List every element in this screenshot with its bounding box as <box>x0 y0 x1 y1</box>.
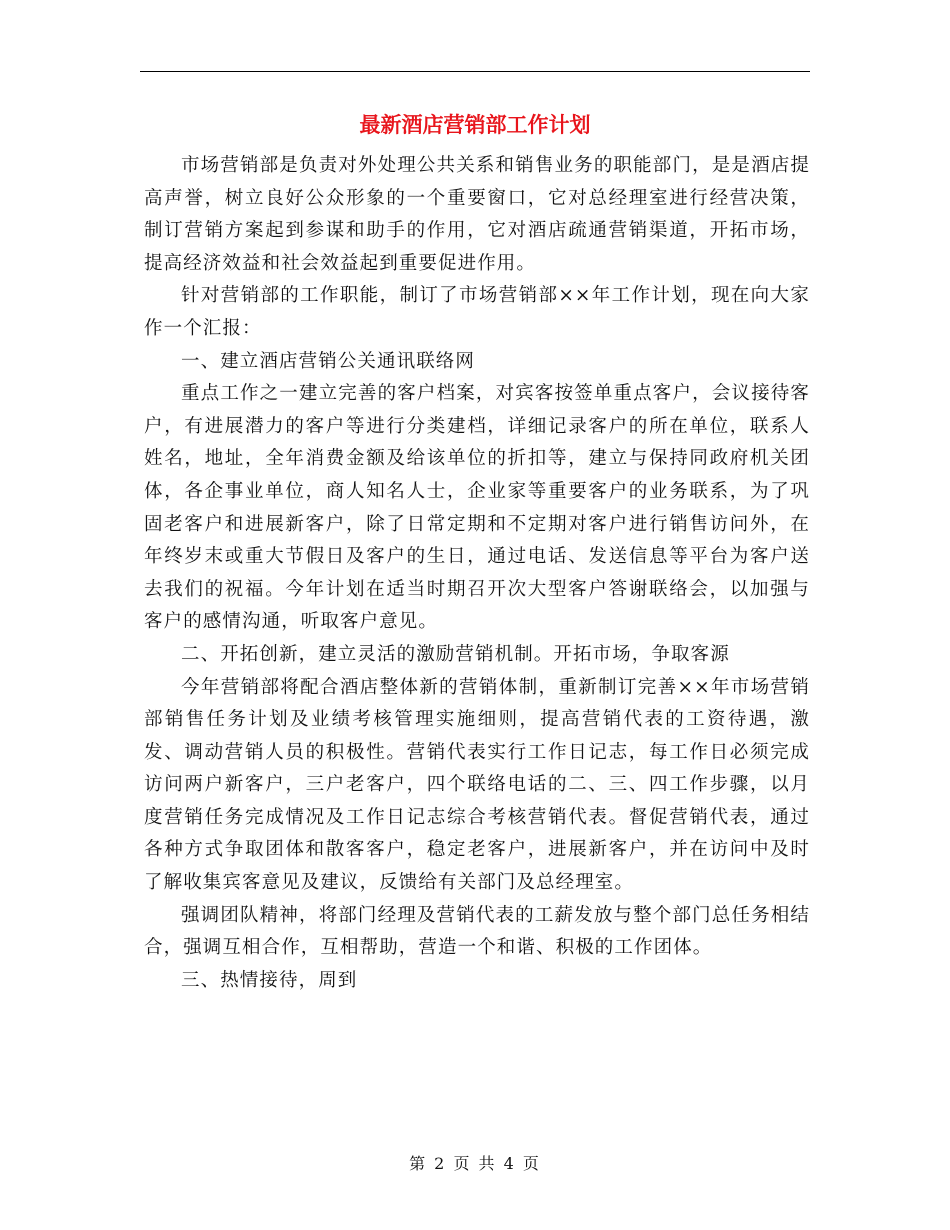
paragraph-section-1: 重点工作之一建立完善的客户档案，对宾客按签单重点客户，会议接待客户，有进展潜力的客户等进行分类建档，详细记录客户的所在单位，联系人姓名，地址，全年消费金额及给该单位的折扣等，建立与保持同政府机关团体，各企事业单位，商人知名人士，企业家等重要客户的业务联系，为了巩固老客户和进展新客户，除了日常定期和不定期对客户进行销售访问外，在年终岁末或重大节假日及客户的生日，通过电话、发送信息等平台为客户送去我们的祝福。今年计划在适当时期召开次大型客户答谢联络会，以加强与客户的感情沟通，听取客户意见。 <box>144 383 810 633</box>
document-title: 最新酒店营销部工作计划 <box>359 112 591 137</box>
document-body <box>144 150 810 997</box>
paragraph-section-2: 今年营销部将配合酒店整体新的营销体制，重新制订完善××年市场营销部销售任务计划及业绩考核管理实施细则，提高营销代表的工资待遇，激发、调动营销人员的积极性。营销代表实行工作日记志，每工作日必须完成访问两户新客户，三户老客户，四个联络电话的二、三、四工作步骤，以月度营销任务完成情况及工作日记志综合考核营销代表。督促营销代表，通过各种方式争取团体和散客客户，稳定老客户，进展新客户，并在访问中及时了解收集宾客意见及建议，反馈给有关部门及总经理室。 <box>144 676 810 894</box>
page-number: 第 2 页 共 4 页 <box>409 1154 541 1173</box>
section-heading-3: 三、热情接待，周到 <box>181 969 358 991</box>
section-heading-2: 二、开拓创新，建立灵活的激励营销机制。开拓市场，争取客源 <box>181 643 730 665</box>
paragraph-intro: 市场营销部是负责对外处理公共关系和销售业务的职能部门，是是酒店提高声誉，树立良好公众形象的一个重要窗口，它对总经理室进行经营决策，制订营销方案起到参谋和助手的作用，它对酒店疏通营销渠道，开拓市场，提高经济效益和社会效益起到重要促进作用。 <box>144 155 810 274</box>
paragraph-team-spirit: 强调团队精神，将部门经理及营销代表的工薪发放与整个部门总任务相结合，强调互相合作，互相帮助，营造一个和谐、积极的工作团体。 <box>144 904 810 959</box>
section-heading-1: 一、建立酒店营销公关通讯联络网 <box>181 350 476 372</box>
paragraph-plan-summary: 针对营销部的工作职能，制订了市场营销部××年工作计划，现在向大家作一个汇报： <box>144 285 810 339</box>
header-rule <box>140 71 810 72</box>
page-footer <box>140 1152 810 1176</box>
